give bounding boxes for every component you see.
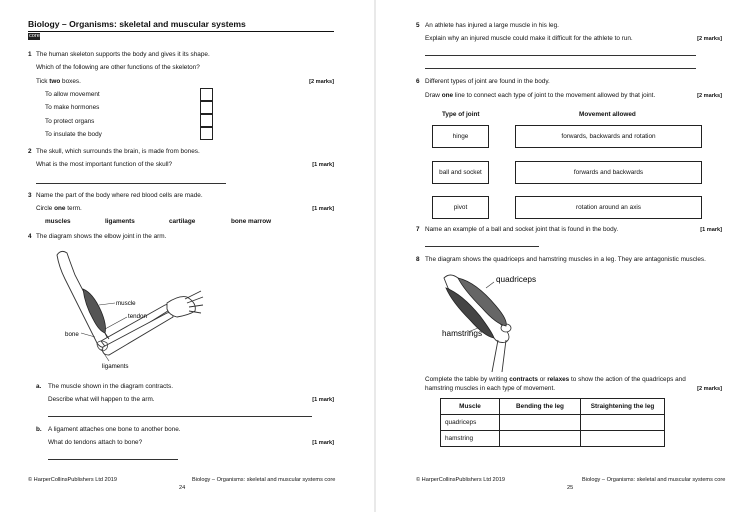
joint-box-ball-and-socket[interactable]: ball and socket <box>432 161 489 184</box>
table-row <box>441 431 665 447</box>
leg-muscles-diagram <box>436 268 576 372</box>
label-quadriceps: quadriceps <box>496 275 537 284</box>
q4b-text: A ligament attaches one bone to another bone. <box>48 426 181 433</box>
q1-checkbox-1[interactable] <box>200 88 213 101</box>
footer-copyright: © HarperCollinsPublishers Ltd 2019 <box>28 477 118 483</box>
q2-number: 2 <box>28 148 32 155</box>
table-cell-answer[interactable] <box>500 431 581 447</box>
q4a-question: Describe what will happen to the arm. <box>48 396 155 403</box>
lower-leg-bones <box>492 340 506 372</box>
q6-instruction: Draw one line to connect each type of joint to the movement allowed by that joint. <box>425 92 656 99</box>
q1-option-2: To make hormones <box>45 104 100 111</box>
right-page <box>376 0 750 512</box>
q5-question: Explain why an injured muscle could make it difficult for the athlete to run. <box>425 35 633 42</box>
footer-title: Biology – Organisms: skeletal and muscular systems core <box>582 477 726 483</box>
q3-term-1[interactable]: muscles <box>45 218 71 225</box>
q6-stem: Different types of joint are found in the body. <box>425 78 550 85</box>
q4a-answer-line[interactable] <box>48 416 312 417</box>
title-rule <box>28 31 334 32</box>
left-page <box>0 0 374 512</box>
page-number: 24 <box>179 485 186 491</box>
movement-box-3[interactable]: rotation around an axis <box>515 196 702 219</box>
footer-copyright: © HarperCollinsPublishers Ltd 2019 <box>416 477 506 483</box>
q1-checkbox-4[interactable] <box>200 127 213 140</box>
elbow-joint-diagram <box>55 245 205 375</box>
table-cell-answer[interactable] <box>581 415 665 431</box>
joint-box-pivot[interactable]: pivot <box>432 196 489 219</box>
table-row <box>441 415 665 431</box>
q1-option-4: To insulate the body <box>45 131 102 138</box>
q1-checkbox-3[interactable] <box>200 114 213 127</box>
q1-option-3: To protect organs <box>45 118 95 125</box>
label-bone: bone <box>65 331 79 338</box>
q2-question: What is the most important function of the skull? <box>36 161 173 168</box>
q1-option-1: To allow movement <box>45 91 100 98</box>
movement-box-2[interactable]: forwards and backwards <box>515 161 702 184</box>
table-header-muscle: Muscle <box>441 399 500 415</box>
q3-term-4[interactable]: bone marrow <box>231 218 272 225</box>
q5-marks: [2 marks] <box>697 36 722 42</box>
q2-answer-line[interactable] <box>36 183 226 184</box>
q2-stem: The skull, which surrounds the brain, is made from bones. <box>36 148 200 155</box>
core-tag <box>28 33 40 40</box>
q4a-text: The muscle shown in the diagram contracts. <box>48 383 174 390</box>
label-hamstrings: hamstrings <box>442 329 483 338</box>
q3-term-3[interactable]: cartilage <box>169 218 196 225</box>
q1-instruction: Tick two boxes. <box>36 78 81 85</box>
q3-number: 3 <box>28 192 32 199</box>
q7-answer-line[interactable] <box>425 246 539 247</box>
q7-marks: [1 mark] <box>700 227 722 233</box>
q4-stem: The diagram shows the elbow joint in the arm. <box>36 233 167 240</box>
q3-marks: [1 mark] <box>312 206 334 212</box>
core-tag-label: core <box>29 33 40 39</box>
q8-marks: [2 marks] <box>697 386 722 392</box>
page-title: Biology – Organisms: skeletal and muscular systems <box>28 19 246 29</box>
q8-stem: The diagram shows the quadriceps and hamstring muscles in a leg. They are antagonistic muscles. <box>425 256 706 263</box>
q4a-marks: [1 mark] <box>312 397 334 403</box>
q5-number: 5 <box>416 22 420 29</box>
q1-question: Which of the following are other functions of the skeleton? <box>36 64 200 71</box>
q1-marks: [2 marks] <box>309 79 334 85</box>
q4b-question: What do tendons attach to bone? <box>48 439 143 446</box>
table-header-bending: Bending the leg <box>500 399 581 415</box>
table-header-straightening: Straightening the leg <box>581 399 665 415</box>
joint-box-hinge[interactable]: hinge <box>432 125 489 148</box>
q3-instruction: Circle one term. <box>36 205 82 212</box>
q4b-answer-line[interactable] <box>48 459 178 460</box>
label-ligaments: ligaments <box>102 363 129 370</box>
page-number: 25 <box>567 485 574 491</box>
q1-checkbox-2[interactable] <box>200 101 213 114</box>
q1-number: 1 <box>28 51 32 58</box>
q6-marks: [2 marks] <box>697 93 722 99</box>
q3-term-2[interactable]: ligaments <box>105 218 135 225</box>
movement-box-1[interactable]: forwards, backwards and rotation <box>515 125 702 148</box>
q1-stem: The human skeleton supports the body and gives it its shape. <box>36 51 210 58</box>
movement-header: Movement allowed <box>579 111 636 118</box>
q8-number: 8 <box>416 256 420 263</box>
q4b-marks: [1 mark] <box>312 440 334 446</box>
q2-marks: [1 mark] <box>312 162 334 168</box>
label-tendon: tendon <box>128 313 147 320</box>
q5-stem: An athlete has injured a large muscle in his leg. <box>425 22 559 29</box>
q7-stem: Name an example of a ball and socket joint that is found in the body. <box>425 226 619 233</box>
q7-number: 7 <box>416 226 420 233</box>
q5-answer-line-2[interactable] <box>425 68 696 69</box>
q8-instruction-2: hamstring muscles in each type of movement. <box>425 385 556 392</box>
label-muscle: muscle <box>116 300 136 307</box>
q3-stem: Name the part of the body where red blood cells are made. <box>36 192 203 199</box>
q4a-letter: a. <box>36 383 42 390</box>
q6-number: 6 <box>416 78 420 85</box>
table-cell-muscle: quadriceps <box>441 415 500 431</box>
q8-instruction-1: Complete the table by writing contracts or relaxes to show the action of the quadriceps and <box>425 376 686 383</box>
table-cell-answer[interactable] <box>581 431 665 447</box>
footer-title: Biology – Organisms: skeletal and muscular systems core <box>192 477 336 483</box>
joint-header: Type of joint <box>442 111 480 118</box>
table-cell-answer[interactable] <box>500 415 581 431</box>
table-cell-muscle: hamstring <box>441 431 500 447</box>
q4b-letter: b. <box>36 426 42 433</box>
q5-answer-line-1[interactable] <box>425 55 696 56</box>
q4-number: 4 <box>28 233 32 240</box>
q8-answer-table <box>440 398 665 447</box>
